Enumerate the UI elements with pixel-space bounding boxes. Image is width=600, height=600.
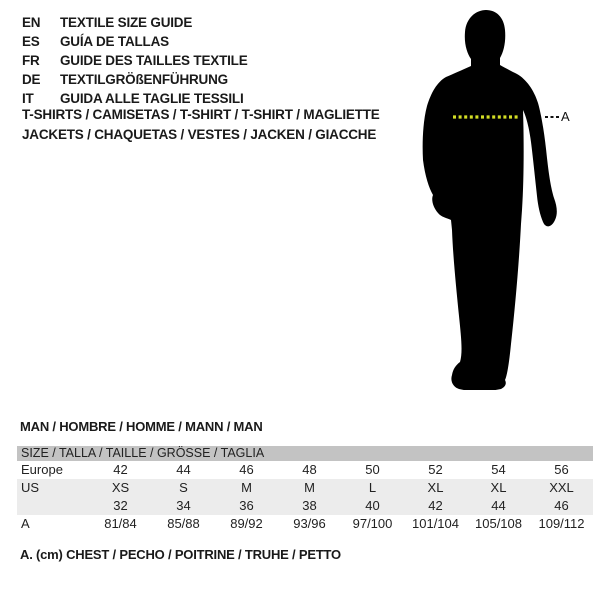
table-cell: 48 xyxy=(302,462,317,477)
category-lines xyxy=(22,105,380,145)
category-line-tshirts: T-SHIRTS / CAMISETAS / T-SHIRT / T-SHIRT / MAGLIETTE xyxy=(22,107,380,122)
table-cell: 36 xyxy=(239,498,254,513)
table-cell: 89/92 xyxy=(230,516,263,531)
language-code: FR xyxy=(22,53,40,68)
row-label: US xyxy=(21,480,40,495)
footnote-chest: A. (cm) CHEST / PECHO / POITRINE / TRUHE / PETTO xyxy=(20,547,341,562)
row-label xyxy=(17,497,89,515)
size-row-europe xyxy=(17,461,593,479)
table-cell: 93/96 xyxy=(293,516,326,531)
table-cell: 85/88 xyxy=(167,516,200,531)
size-row-numeric xyxy=(17,497,593,515)
row-label: A xyxy=(21,516,30,531)
table-cell: 44 xyxy=(491,498,506,513)
table-cell: 42 xyxy=(428,498,443,513)
language-title-list xyxy=(22,13,248,108)
size-row-chest xyxy=(17,515,593,533)
language-row xyxy=(22,70,248,89)
table-cell: 38 xyxy=(302,498,317,513)
language-code: DE xyxy=(22,72,41,87)
table-cell: L xyxy=(368,480,377,495)
language-row xyxy=(22,32,248,51)
language-title: GUIDA ALLE TAGLIE TESSILI xyxy=(60,91,244,106)
table-cell: 109/112 xyxy=(538,516,585,531)
table-cell: 46 xyxy=(554,498,569,513)
language-code: ES xyxy=(22,34,40,49)
table-cell: 34 xyxy=(176,498,191,513)
size-row-us xyxy=(17,479,593,497)
row-label: Europe xyxy=(21,462,63,477)
table-cell: 101/104 xyxy=(412,516,459,531)
section-title-man: MAN / HOMBRE / HOMME / MANN / MAN xyxy=(20,419,263,434)
table-cell: 40 xyxy=(365,498,380,513)
table-cell: 56 xyxy=(554,462,569,477)
size-table xyxy=(17,446,593,533)
language-row xyxy=(22,13,248,32)
category-line-jackets: JACKETS / CHAQUETAS / VESTES / JACKEN / GIACCHE xyxy=(22,127,377,142)
table-cell: XL xyxy=(490,480,507,495)
table-cell: 50 xyxy=(365,462,380,477)
table-cell: 97/100 xyxy=(352,516,393,531)
language-title: TEXTILE SIZE GUIDE xyxy=(60,15,193,30)
table-cell: 42 xyxy=(113,462,128,477)
language-code: EN xyxy=(22,15,41,30)
language-title: GUIDE DES TAILLES TEXTILE xyxy=(60,53,248,68)
man-silhouette xyxy=(403,8,563,390)
table-cell: 54 xyxy=(491,462,506,477)
size-table-header: SIZE / TALLA / TAILLE / GRÖSSE / TAGLIA xyxy=(17,446,593,461)
table-cell: S xyxy=(179,480,188,495)
table-cell: M xyxy=(241,480,252,495)
language-title: GUÍA DE TALLAS xyxy=(60,34,169,49)
table-cell: 32 xyxy=(113,498,128,513)
table-cell: 52 xyxy=(428,462,443,477)
table-cell: M xyxy=(304,480,315,495)
measure-label-a: A xyxy=(561,109,570,124)
table-cell: 81/84 xyxy=(104,516,137,531)
table-cell: XL xyxy=(427,480,444,495)
table-cell: 105/108 xyxy=(475,516,522,531)
table-cell: 46 xyxy=(239,462,254,477)
language-row xyxy=(22,51,248,70)
table-cell: XS xyxy=(111,480,130,495)
language-code: IT xyxy=(22,91,34,106)
table-cell: 44 xyxy=(176,462,191,477)
table-cell: XXL xyxy=(549,480,574,495)
language-title: TEXTILGRÖßENFÜHRUNG xyxy=(60,72,228,87)
man-silhouette-shape xyxy=(423,10,557,390)
